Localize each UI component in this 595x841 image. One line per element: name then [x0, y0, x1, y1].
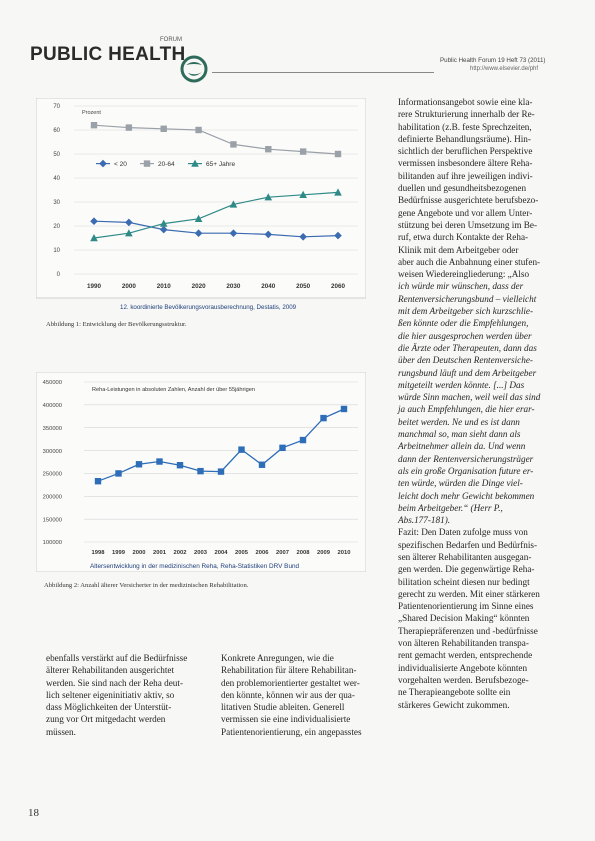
text-right-line: Informationsangebot sowie eine kla-	[398, 97, 533, 107]
text-right-conclusion-line: von älteren Rehabilitanden transpa-	[398, 638, 529, 649]
figure2-caption: Abbildung 2: Anzahl älterer Versicherter in der medizinischen Rehabilitation.	[44, 582, 249, 589]
chart2-ytick-label: 400000	[42, 403, 62, 410]
text-right-line: weisen Wiedereingliederung: „Also	[398, 269, 530, 280]
text-right-line: sichtlich der beruflichen Perspektive	[398, 146, 533, 157]
chart2-data-point	[259, 462, 265, 468]
chart1-xtick-label: 1990	[86, 283, 102, 290]
chart2-xtick-label: 2005	[235, 550, 248, 556]
chart1-xtick-label: 2000	[121, 283, 136, 290]
chart2-data-point	[218, 468, 224, 474]
quote-line: leicht doch mehr Gewicht bekommen	[398, 490, 535, 501]
chart1-ytick-label: 20	[53, 224, 60, 231]
text-right-line: gene Angebote und vor allem Unter-	[398, 207, 533, 218]
journal-citation: Public Health Forum 19 Heft 73 (2011)	[440, 57, 546, 64]
quote-line: ten würde, würden die Dinge viel-	[398, 478, 523, 489]
quote-line: beitet werden. Ne und es ist dann	[398, 416, 520, 427]
chart1-ytick-label: 30	[53, 200, 60, 207]
text-middle-line: Konkrete Anregungen, wie die	[221, 653, 334, 663]
chart2-title: Reha-Leistungen in absoluten Zahlen, Anzahl der über 55jährigen	[92, 387, 255, 393]
chart1-xtick-label: 2060	[330, 283, 346, 290]
text-right-line: habilitation (z.B. feste Sprechzeiten,	[398, 121, 532, 132]
text-middle-line: den problemorientierter gestaltet wer-	[221, 677, 360, 688]
quote-line: mit dem Arbeitgeber sich kurzschlie-	[398, 306, 534, 317]
chart2-xtick-label: 2010	[337, 550, 351, 556]
chart2-ytick-label: 250000	[42, 471, 62, 478]
text-right-line: stützung bei deren Umsetzung im Be-	[398, 219, 538, 230]
text-left-line: älterer Rehabilitanden ausgerichtet	[46, 665, 175, 676]
text-middle-line: den könnte, können wir aus der qua-	[221, 689, 355, 700]
figure1-source: 12. koordinierte Bevölkerungsvorausberechnung, Destatis, 2009	[120, 304, 297, 311]
quote-line: rungsbund läuft und dem Arbeitgeber	[398, 367, 537, 378]
chart1-data-point	[265, 146, 271, 152]
text-right-line: ruf, etwa durch Kontakte der Reha-	[398, 232, 529, 243]
text-column-right	[398, 96, 558, 711]
chart1-ytick-label: 10	[53, 248, 60, 255]
chart1-ylabel: Prozent	[82, 110, 101, 116]
chart1-data-point	[300, 148, 306, 154]
chart2-data-point	[177, 462, 183, 468]
figure1-caption: Abbildung 1: Entwicklung der Bevölkerungsstruktur.	[46, 321, 187, 328]
text-right-line: definierte Behandlungsräume). Hin-	[398, 133, 531, 144]
chart2-data-point	[197, 468, 203, 474]
text-right-conclusion-line: sen älterer Rehabilitanten ausgegan-	[398, 551, 532, 562]
text-left-line: müssen.	[46, 726, 76, 737]
chart2-data-point	[320, 415, 326, 421]
chart2-xtick-label: 2000	[132, 550, 146, 556]
chart1-ytick-label: 60	[53, 128, 60, 135]
quote-line: Abs.177-181).	[398, 515, 451, 526]
chart1-xtick-label: 2040	[261, 283, 276, 290]
text-right-conclusion-line: stärkeres Gewicht zukommen.	[398, 699, 510, 710]
chart2-data-point	[136, 461, 142, 467]
chart2-data-point	[279, 445, 285, 451]
chart1-data-point	[161, 126, 167, 132]
text-middle-line: Patientenorientierung, ein angepasstes	[221, 726, 362, 737]
chart2-data-point	[95, 478, 101, 484]
chart1-ytick-label: 50	[53, 152, 60, 159]
text-right-conclusion-line: gerecht zu werden. Mit einer stärkeren	[398, 588, 540, 599]
header-rule	[212, 72, 434, 73]
chart2-ytick-label: 200000	[42, 494, 62, 501]
chart1-legend-label: < 20	[114, 161, 127, 168]
text-left-line: dass Möglichkeiten der Unterstüt-	[46, 702, 172, 713]
journal-url: http://www.elsevier.de/phf	[470, 66, 539, 72]
text-right-conclusion-line: spezifischen Bedarfen und Bedürfnis-	[398, 539, 538, 550]
quote-line: als ein große Organisation future er-	[398, 465, 534, 476]
chart1-ytick-label: 70	[53, 104, 60, 111]
quote-line: Rentenversicherungsbund – vielleicht	[398, 293, 537, 304]
quote-line: Arbeitnehmer allein da. Und wenn	[398, 441, 526, 452]
text-right-conclusion-line: ne Therapieangebote sollte ein	[398, 687, 511, 698]
chart2-data-point	[156, 458, 162, 464]
quote-line: über den Deutschen Rentenversiche-	[398, 355, 533, 366]
quote-line: ja auch Empfehlungen, die hier erar-	[398, 404, 535, 415]
quote-line: ßen könnte oder die Empfehlungen,	[398, 318, 529, 329]
text-right-conclusion-line: Patientenorientierung im Sinne eines	[398, 601, 534, 612]
chart2-xtick-label: 2009	[317, 550, 330, 556]
text-middle-line: litativen Studie ableiten. Generell	[221, 702, 345, 713]
text-right-line: Bedürfnisse ausgerichtete berufsbezo-	[398, 195, 539, 206]
chart1-ytick-label: 40	[53, 176, 60, 183]
chart2-ytick-label: 450000	[42, 380, 62, 387]
chart1-data-point	[335, 151, 341, 157]
text-right-line: vermissen insbesondere ältere Reha-	[398, 158, 533, 169]
chart2-xtick-label: 2003	[194, 550, 207, 556]
figure1-line-chart	[36, 98, 366, 318]
chart1-legend-label: 65+ Jahre	[206, 161, 236, 168]
brand-globe-icon	[180, 55, 208, 83]
chart2-xtick-label: 2006	[255, 550, 269, 556]
quote-line: manchmal so, man sieht dann als	[398, 429, 521, 440]
text-right-line: bilitanden auf ihre jeweiligen indivi-	[398, 170, 533, 181]
text-left-line: werden. Sie sind nach der Reha deut-	[46, 677, 184, 688]
chart1-legend-marker	[144, 160, 150, 166]
text-middle-line: vermissen sie eine individualisierte	[221, 714, 351, 725]
text-column-left	[46, 652, 211, 738]
quote-line: ich würde mir wünschen, dass der	[398, 281, 524, 292]
figure2-line-chart	[36, 372, 366, 572]
chart2-xtick-label: 2001	[153, 550, 166, 556]
chart2-data-point	[341, 406, 347, 412]
text-right-conclusion-line: rent gemacht werden, entsprechende	[398, 650, 533, 661]
chart2-ytick-label: 150000	[42, 517, 62, 524]
chart2-xtick-label: 2007	[276, 550, 289, 556]
text-left-line: zung vor Ort mitgedacht werden	[46, 714, 166, 725]
chart1-legend-label: 20-64	[158, 161, 175, 168]
chart1-xtick-label: 2010	[156, 283, 171, 290]
text-right-line: duellen und gesundheitsbezogenen	[398, 183, 527, 194]
quote-line: mitgeteilt werden könnte. [...] Das	[398, 379, 525, 390]
chart1-xtick-label: 2030	[226, 283, 241, 290]
figure2-source: Altersentwicklung in der medizinischen Reha, Reha-Statistiken DRV Bund	[90, 563, 300, 570]
chart1-xtick-label: 2020	[191, 283, 206, 290]
brand-small-label: FORUM	[160, 37, 182, 43]
page-number: 18	[28, 807, 39, 819]
text-left-line: lich seltener eigeninitiativ aktiv, so	[46, 689, 175, 700]
quote-line: beim Arbeitgeber.“ (Herr P.,	[398, 502, 503, 513]
chart2-ytick-label: 300000	[42, 448, 62, 455]
chart2-ytick-label: 100000	[42, 540, 62, 547]
text-right-line: rere Strukturierung innerhalb der Re-	[398, 109, 535, 120]
text-right-conclusion-line: vorgehalten werden. Berufsbezoge-	[398, 674, 529, 685]
text-right-conclusion-line: „Shared Decision Making“ könnten	[398, 613, 530, 624]
text-right-conclusion-line: individualisierte Angebote könnten	[398, 662, 528, 673]
quote-line: die hier ausgesprochen werden über	[398, 330, 532, 341]
chart2-xtick-label: 2008	[296, 550, 310, 556]
quote-line: würde Sinn machen, weil weil das sind	[398, 392, 541, 403]
text-column-middle	[221, 652, 381, 738]
chart2-xtick-label: 1998	[91, 550, 105, 556]
chart1-ytick-label: 0	[56, 272, 60, 279]
chart1-data-point	[91, 122, 97, 128]
text-right-conclusion-line: Therapiepräferenzen und -bedürfnisse	[398, 625, 538, 636]
chart1-data-point	[126, 124, 132, 130]
quote-line: dann der Rentenversicherungsträger	[398, 453, 534, 464]
chart2-data-point	[115, 470, 121, 476]
chart2-ytick-label: 350000	[42, 425, 62, 432]
chart2-data-point	[238, 446, 244, 452]
quote-line: die Ärzte oder Therapeuten, dann das	[398, 342, 537, 353]
chart1-xtick-label: 2050	[296, 283, 311, 290]
chart1-data-point	[195, 127, 201, 133]
chart2-data-point	[300, 437, 306, 443]
chart2-xtick-label: 1999	[112, 550, 125, 556]
text-right-conclusion-line: bilitation scheint diesen nur bedingt	[398, 576, 530, 587]
text-left-line: ebenfalls verstärkt auf die Bedürfnisse	[46, 653, 188, 663]
text-right-line: aber auch die Anbahnung einer stufen-	[398, 256, 541, 267]
text-middle-line: Rehabilitation für ältere Rehabilitan-	[221, 665, 357, 676]
text-right-line: Klinik mit dem Arbeitgeber oder	[398, 244, 519, 255]
brand-logo-text: PUBLIC HEALTH	[30, 44, 186, 65]
text-right-conclusion-line: gen werden. Die gegenwärtige Reha-	[398, 564, 535, 575]
text-right-conclusion-line: Fazit: Den Daten zufolge muss von	[398, 527, 528, 538]
chart2-xtick-label: 2002	[173, 550, 187, 556]
chart2-xtick-label: 2004	[214, 550, 228, 556]
chart1-data-point	[230, 141, 236, 147]
